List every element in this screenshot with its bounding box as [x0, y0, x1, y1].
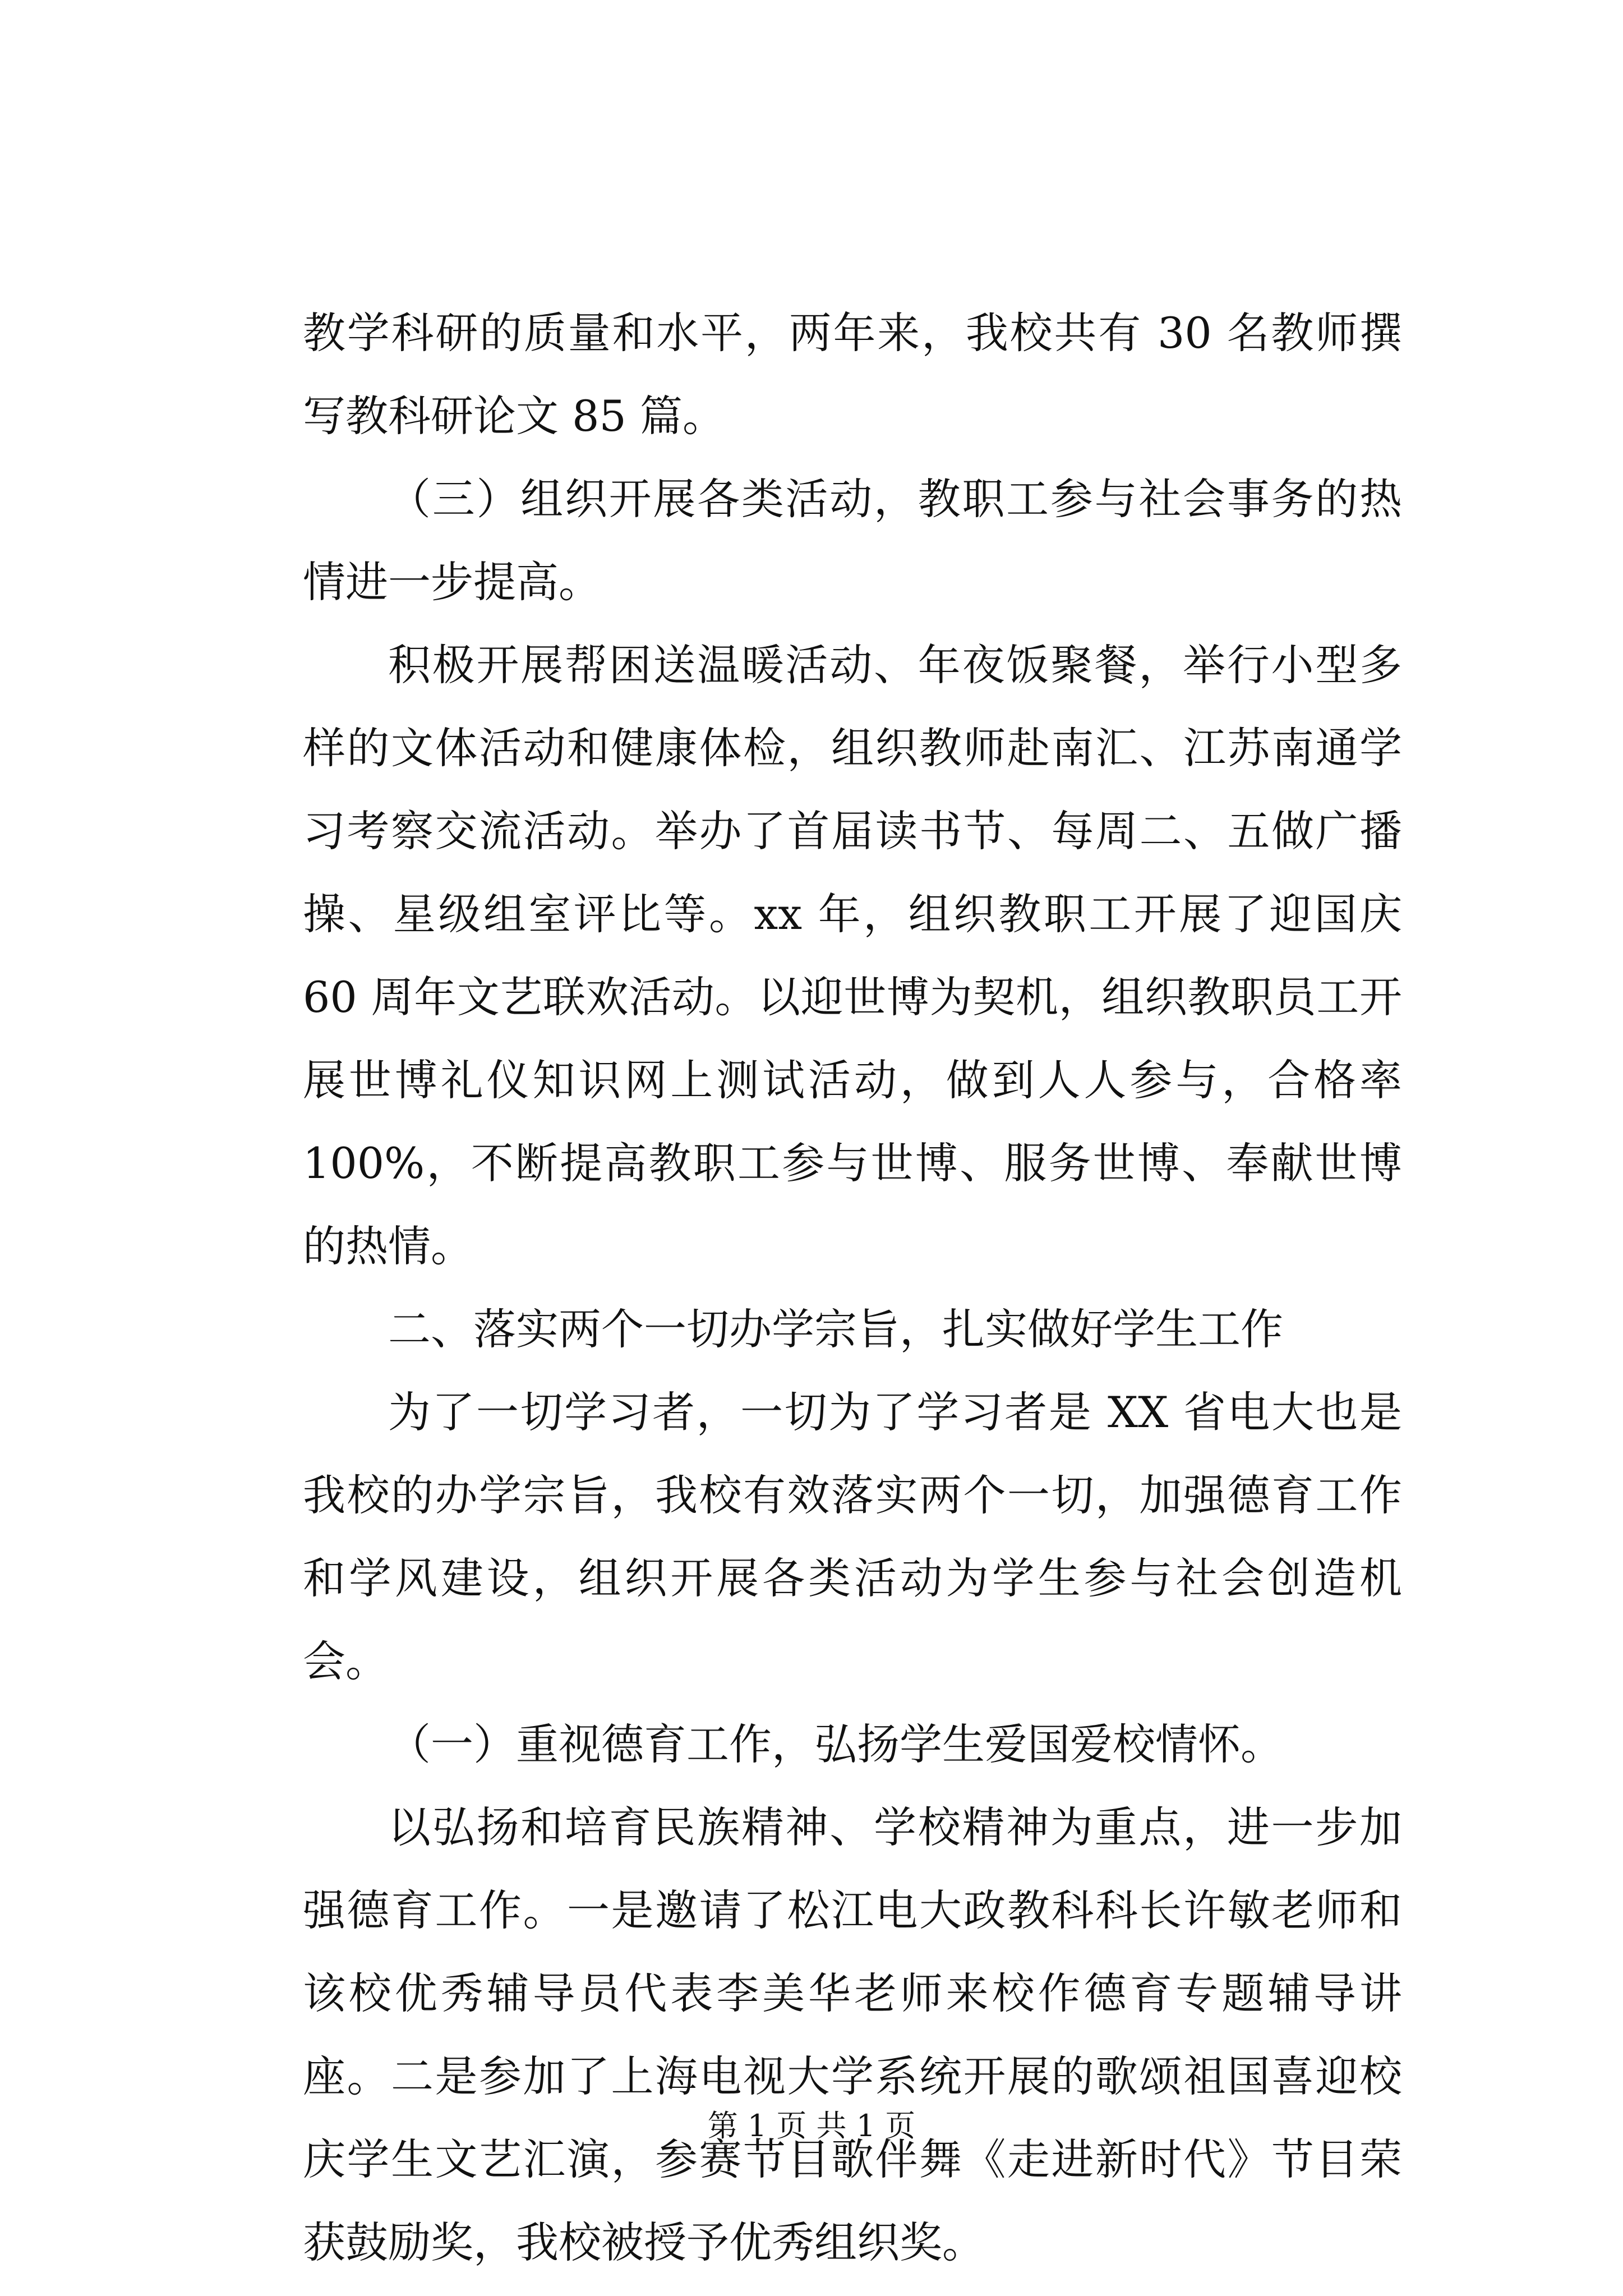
page-footer: 第 1 页 共 1 页: [707, 2108, 916, 2143]
paragraph-activities: 积极开展帮困送温暖活动、年夜饭聚餐，举行小型多样的文体活动和健康体检，组织教师赴南汇、江苏南通学习考察交流活动。举办了首届读书节、每周二、五做广播操、星级组室评比等。xx 年，组织教职工开展了迎国庆 60 周年文艺联欢活动。以迎世博为契机，组织教职员工开展世博礼仪知识网上测试活动，做到人人参与，合格率 100%，不断提高教职工参与世博、服务世博、奉献世博的热情。: [303, 640, 1402, 1271]
paragraph-moral-education: 以弘扬和培育民族精神、学校精神为重点，进一步加强德育工作。一是邀请了松江电大政教科科长许敏老师和该校优秀辅导员代表李美华老师来校作德育专题辅导讲座。二是参加了上海电视大学系统开展的歌颂祖国喜迎校庆学生文艺汇演，参赛节目歌伴舞《走进新时代》节目荣获鼓励奖，我校被授予优秀组织奖。: [303, 1802, 1402, 2267]
paragraph-school-aim: 为了一切学习者，一切为了学习者是 XX 省电大也是我校的办学宗旨，我校有效落实两个一切，加强德育工作和学风建设，组织开展各类活动为学生参与社会创造机会。: [303, 1387, 1402, 1686]
subsection-heading-1: （一）重视德育工作，弘扬学生爱国爱校情怀。: [388, 1719, 1283, 1769]
subsection-heading-3: （三）组织开展各类活动，教职工参与社会事务的热情进一步提高。: [303, 474, 1402, 607]
section-heading-2: 二、落实两个一切办学宗旨，扎实做好学生工作: [388, 1304, 1283, 1354]
document-body: [303, 292, 1402, 2284]
paragraph-continuation: 教学科研的质量和水平，两年来，我校共有 30 名教师撰写教科研论文 85 篇。: [303, 308, 1402, 441]
